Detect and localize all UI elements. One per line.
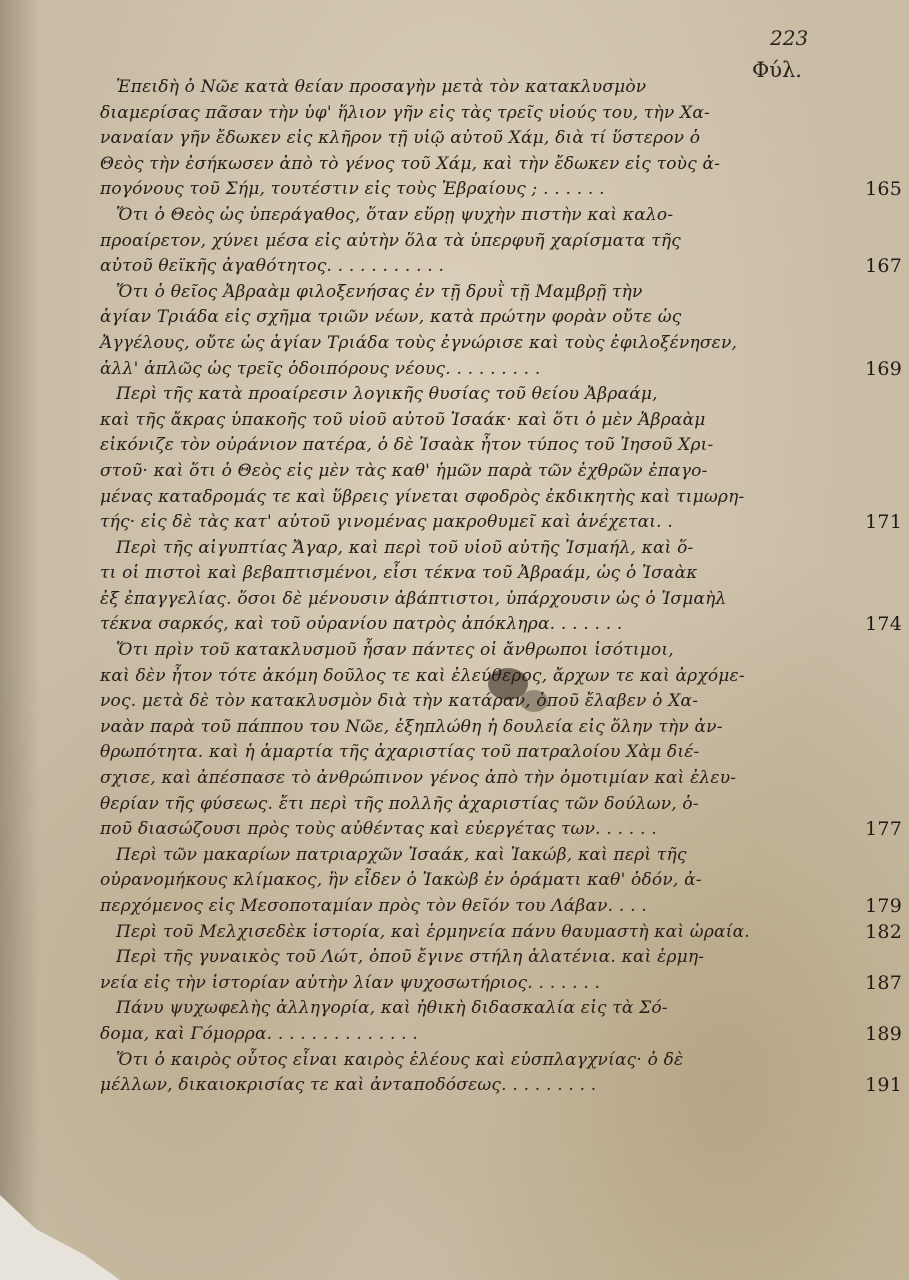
toc-entry xyxy=(100,536,902,638)
entry-page-number: 167 xyxy=(865,255,902,278)
entry-line: θερίαν τῆς φύσεως. ἔτι περὶ τῆς πολλῆς ἀχαριστίας τῶν δούλων, ὁ- xyxy=(100,793,699,814)
toc-entry xyxy=(100,382,902,536)
entry-line: καὶ τῆς ἄκρας ὑπακοῆς τοῦ υἱοῦ αὐτοῦ Ἰσαάκ· καὶ ὅτι ὁ μὲν Ἀβραὰμ xyxy=(100,409,706,430)
entry-line: καὶ δὲν ἦτον τότε ἀκόμη δοῦλος τε καὶ ἐλεύθερος, ἄρχων τε καὶ ἀρχόμε- xyxy=(100,665,745,686)
entry-line: στοῦ· καὶ ὅτι ὁ Θεὸς εἰς μὲν τὰς καθ' ἡμῶν παρὰ τῶν ἐχθρῶν ἐπαγο- xyxy=(100,460,708,481)
entry-line: ἀλλ' ἁπλῶς ὡς τρεῖς ὁδοιπόρους νέους. . . . . . . . . xyxy=(100,358,541,379)
toc-entry xyxy=(100,280,902,382)
entry-line: ἁγίαν Τριάδα εἰς σχῆμα τριῶν νέων, κατὰ πρώτην φορὰν οὔτε ὡς xyxy=(100,307,682,328)
entry-line: Ὅτι ὁ θεῖος Ἀβραὰμ φιλοξενήσας ἐν τῇ δρυῒ τῇ Μαμβρῇ τὴν xyxy=(116,281,643,302)
entry-line: σχισε, καὶ ἀπέσπασε τὸ ἀνθρώπινον γένος ἀπὸ τὴν ὁμοτιμίαν καὶ ἐλευ- xyxy=(100,768,737,789)
entry-line: τής· εἰς δὲ τὰς κατ' αὐτοῦ γινομένας μακροθυμεῖ καὶ ἀνέχεται. . xyxy=(100,512,673,533)
entry-line: Περὶ τῆς γυναικὸς τοῦ Λώτ, ὁποῦ ἔγινε στήλη ἁλατένια. καὶ ἑρμη- xyxy=(116,947,705,968)
entry-page-number: 182 xyxy=(865,920,902,943)
entry-line: νος. μετὰ δὲ τὸν κατακλυσμὸν διὰ τὴν κατάραν, ὁποῦ ἔλαβεν ὁ Χα- xyxy=(100,691,699,712)
entry-line: αὐτοῦ θεϊκῆς ἀγαθότητος. . . . . . . . . . . xyxy=(100,256,445,277)
page-edge-shadow xyxy=(0,0,40,1280)
toc-entry xyxy=(100,920,902,946)
entry-line: Ὅτι ὁ Θεὸς ὡς ὑπεράγαθος, ὅταν εὕρῃ ψυχὴν πιστὴν καὶ καλο- xyxy=(116,204,674,225)
entry-line: νεία εἰς τὴν ἱστορίαν αὐτὴν λίαν ψυχοσωτήριος. . . . . . . xyxy=(100,972,601,993)
entry-line: Περὶ τοῦ Μελχισεδὲκ ἱστορία, καὶ ἑρμηνεία πάνυ θαυμαστὴ καὶ ὡραία. xyxy=(116,921,750,942)
entry-page-number: 169 xyxy=(865,357,902,380)
toc-entry xyxy=(100,945,902,996)
entry-page-number: 187 xyxy=(865,971,902,994)
entry-line: Περὶ τῆς αἰγυπτίας Ἄγαρ, καὶ περὶ τοῦ υἱοῦ αὐτῆς Ἰσμαήλ, καὶ ὅ- xyxy=(116,537,694,558)
entry-page-number: 191 xyxy=(865,1074,902,1097)
entry-page-number: 177 xyxy=(865,818,902,841)
entry-line: Περὶ τῆς κατὰ προαίρεσιν λογικῆς θυσίας τοῦ θείου Ἀβραάμ, xyxy=(116,384,658,405)
entry-line: ναὰν παρὰ τοῦ πάππου του Νῶε, ἐξηπλώθη ἡ δουλεία εἰς ὅλην τὴν ἀν- xyxy=(100,716,723,737)
entry-page-number: 189 xyxy=(865,1022,902,1045)
toc-entry xyxy=(100,1048,902,1099)
entry-line: πογόνους τοῦ Σήμ, τουτέστιν εἰς τοὺς Ἑβραίους ; . . . . . . xyxy=(100,179,605,200)
entry-line: Ἀγγέλους, οὔτε ὡς ἁγίαν Τριάδα τοὺς ἐγνώρισε καὶ τοὺς ἐφιλοξένησεν, xyxy=(100,332,738,353)
entry-line: Ὅτι ὁ καιρὸς οὗτος εἶναι καιρὸς ἐλέους καὶ εὐσπλαγχνίας· ὁ δὲ xyxy=(116,1049,684,1070)
toc-entry xyxy=(100,996,902,1047)
entry-line: ποῦ διασώζουσι πρὸς τοὺς αὐθέντας καὶ εὐεργέτας των. . . . . . xyxy=(100,819,657,840)
entry-line: μένας καταδρομάς τε καὶ ὕβρεις γίνεται σφοδρὸς ἐκδικητὴς καὶ τιμωρη- xyxy=(100,486,745,507)
entry-line: τι οἱ πιστοὶ καὶ βεβαπτισμένοι, εἶσι τέκνα τοῦ Ἀβραάμ, ὡς ὁ Ἰσαὰκ xyxy=(100,563,698,584)
entry-line: Ἐπειδὴ ὁ Νῶε κατὰ θείαν προσαγὴν μετὰ τὸν κατακλυσμὸν xyxy=(116,77,647,97)
toc-entry xyxy=(100,638,902,843)
toc-entry xyxy=(100,843,902,920)
entry-page-number: 171 xyxy=(865,511,902,534)
entry-line: μέλλων, δικαιοκρισίας τε καὶ ἀνταποδόσεως. . . . . . . . . xyxy=(100,1075,597,1096)
entry-line: περχόμενος εἰς Μεσοποταμίαν πρὸς τὸν θεῖόν του Λάβαν. . . . xyxy=(100,896,647,916)
page-number: 223 xyxy=(770,26,809,50)
entry-line: Περὶ τῶν μακαρίων πατριαρχῶν Ἰσαάκ, καὶ Ἰακώβ, καὶ περὶ τῆς xyxy=(116,844,687,865)
entry-line: Πάνυ ψυχωφελὴς ἀλληγορία, καὶ ἠθικὴ διδασκαλία εἰς τὰ Σό- xyxy=(116,998,668,1019)
toc-entry xyxy=(100,75,902,203)
entry-line: διαμερίσας πᾶσαν τὴν ὑφ' ἥλιον γῆν εἰς τὰς τρεῖς υἱούς του, τὴν Χα- xyxy=(100,102,710,123)
entry-line: προαίρετον, χύνει μέσα εἰς αὐτὴν ὅλα τὰ ὑπερφυῆ χαρίσματα τῆς xyxy=(100,230,681,251)
toc-entry xyxy=(100,203,902,280)
entry-line: Θεὸς τὴν ἐσήκωσεν ἀπὸ τὸ γένος τοῦ Χάμ, καὶ τὴν ἔδωκεν εἰς τοὺς ἀ- xyxy=(100,153,721,174)
entry-page-number: 179 xyxy=(865,895,902,917)
table-of-contents xyxy=(100,75,902,1099)
entry-page-number: 165 xyxy=(865,178,902,201)
entry-line: ἐξ ἐπαγγελίας. ὅσοι δὲ μένουσιν ἀβάπτιστοι, ὑπάρχουσιν ὡς ὁ Ἰσμαὴλ xyxy=(100,588,727,609)
entry-line: τέκνα σαρκός, καὶ τοῦ οὐρανίου πατρὸς ἀπόκληρα. . . . . . . xyxy=(100,614,623,635)
entry-line: οὐρανομήκους κλίμακος, ἣν εἶδεν ὁ Ἰακὼβ ἐν ὁράματι καθ' ὁδόν, ἀ- xyxy=(100,870,702,891)
page-label: Φύλ. xyxy=(752,58,802,82)
entry-line: ναναίαν γῆν ἔδωκεν εἰς κλῆρον τῇ υἱῷ αὐτοῦ Χάμ, διὰ τί ὕστερον ὁ xyxy=(100,128,701,149)
entry-line: Ὅτι πρὶν τοῦ κατακλυσμοῦ ἦσαν πάντες οἱ ἄνθρωποι ἰσότιμοι, xyxy=(116,640,674,661)
entry-line: εἰκόνιζε τὸν οὐράνιον πατέρα, ὁ δὲ Ἰσαὰκ ἦτον τύπος τοῦ Ἰησοῦ Χρι- xyxy=(100,435,714,456)
entry-line: θρωπότητα. καὶ ἡ ἁμαρτία τῆς ἀχαριστίας τοῦ πατραλοίου Χὰμ διέ- xyxy=(100,742,700,763)
entry-line: δομα, καὶ Γόμορρα. . . . . . . . . . . . . . xyxy=(100,1023,418,1044)
entry-page-number: 174 xyxy=(865,613,902,636)
